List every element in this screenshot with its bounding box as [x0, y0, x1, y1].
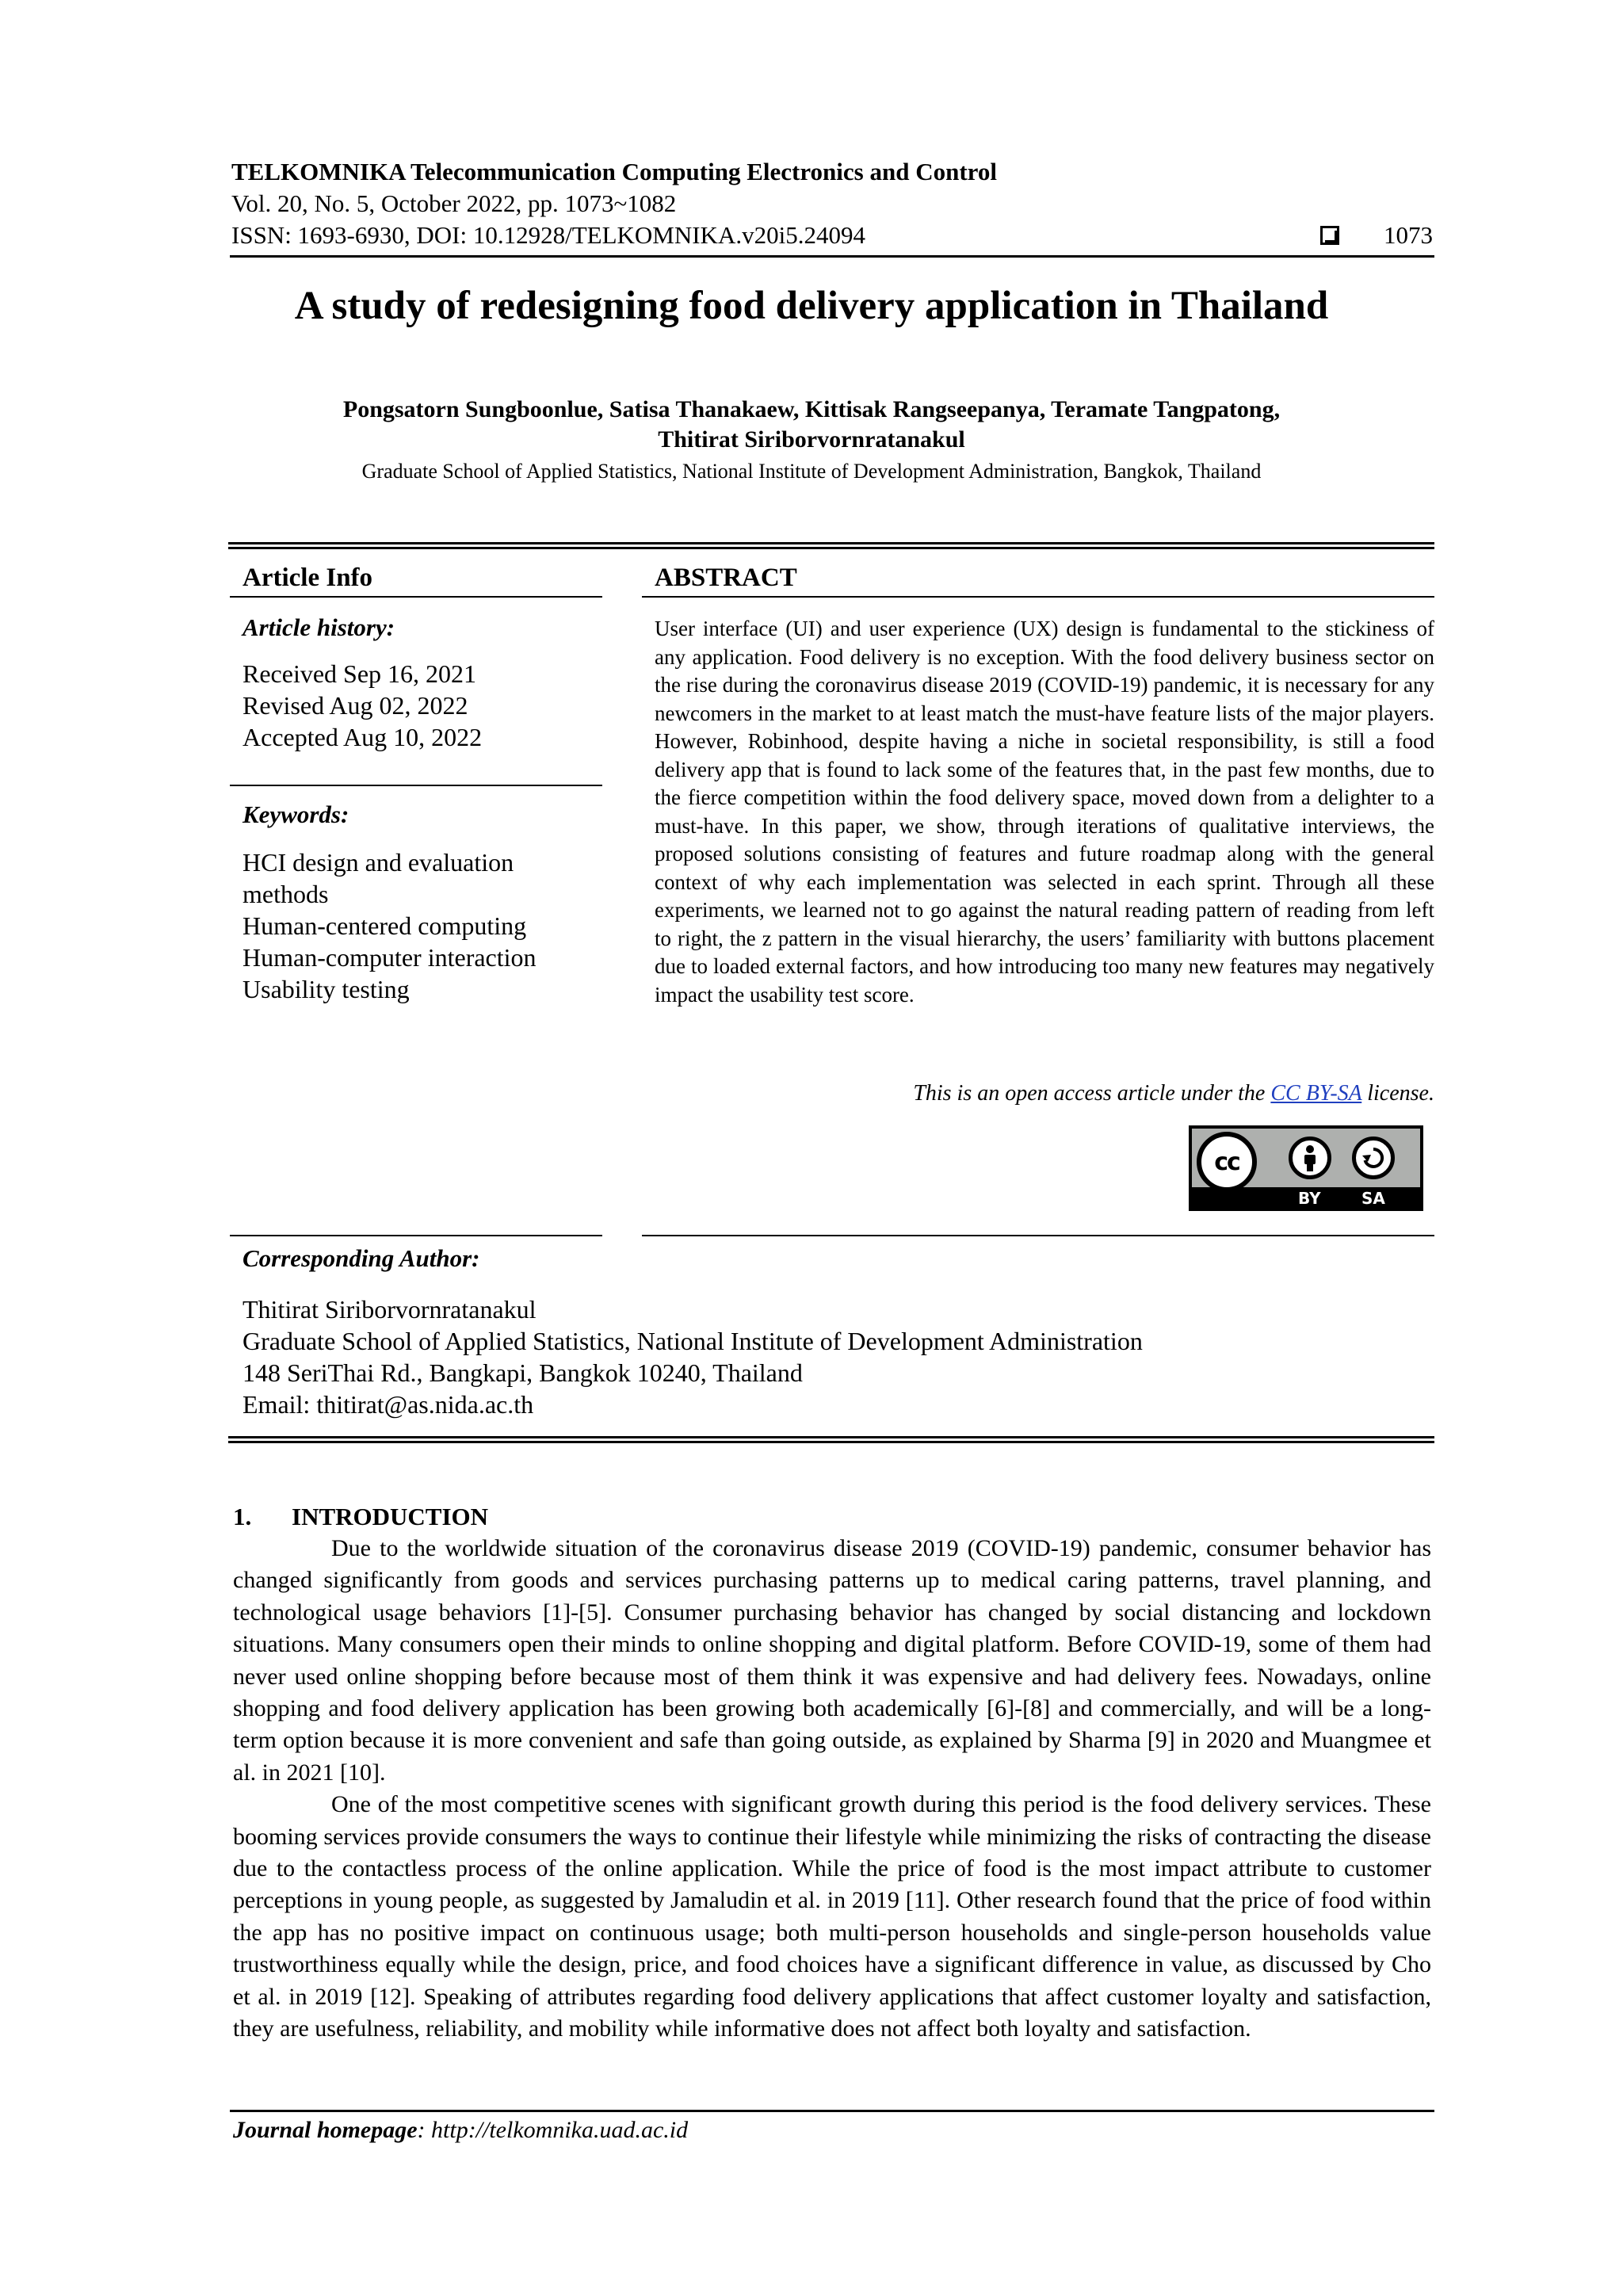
footer-label: Journal homepage — [233, 2117, 418, 2143]
left-bottom-rule — [230, 1235, 602, 1236]
article-history-heading: Article history: — [242, 613, 395, 641]
share-alike-icon — [1352, 1137, 1395, 1179]
affiliation: Graduate School of Applied Statistics, National Institute of Development Administration, Bangkok, Thailand — [361, 460, 1262, 483]
journal-header — [231, 156, 1433, 251]
authors-line-1: Pongsatorn Sungboonlue, Satisa Thanakaew, Kittisak Rangseepanya, Teramate Tangpatong, — [342, 396, 1281, 422]
cc-by-sa-badge[interactable] — [1189, 1125, 1423, 1211]
corresponding-address: 148 SeriThai Rd., Bangkapi, Bangkok 10240, Thailand — [242, 1358, 803, 1387]
paper-title: A study of redesigning food delivery application in Thailand — [294, 284, 1329, 328]
introduction-heading — [233, 1501, 488, 1533]
corresponding-name: Thitirat Siriborvornratanakul — [242, 1295, 537, 1324]
footer-rule — [230, 2110, 1434, 2112]
paragraph: Due to the worldwide situation of the coronavirus disease 2019 (COVID-19) pandemic, consumer behavior has changed significantly from goods and services purchasing patterns up to medical caring patterns, travel planning, and technological usage behaviors [1]-[5]. Consumer purchasing behavior has changed by social distancing and lockdown situations. Many consumers open their minds to online shopping and digital platform. Before COVID-19, some of them had never used online shopping before because most of them think it was expensive and had delivery fees. Nowadays, online shopping and food delivery application has been growing both academically [6]-[8] and commercially, and will be a long-term option because it is more convenient and safe than going outside, as explained by Sharma [9] in 2020 and Muangmee et al. in 2021 [10]. — [233, 1535, 1431, 1786]
authors — [0, 395, 1623, 455]
journal-homepage — [233, 2115, 688, 2146]
header-rule — [230, 255, 1434, 258]
page-number: 1073 — [1384, 221, 1433, 249]
article-info-rule — [230, 596, 602, 598]
footer-url: : http://telkomnika.uad.ac.id — [417, 2117, 689, 2143]
square-bullet-icon — [1320, 226, 1339, 245]
keyword-item: Human-computer interaction — [242, 943, 537, 972]
issn-doi-line: ISSN: 1693-6930, DOI: 10.12928/TELKOMNIKA.v20i5.24094 — [231, 221, 865, 249]
paragraph: One of the most competitive scenes with significant growth during this period is the food delivery services. These booming services provide consumers the ways to continue their lifestyle while minimizing the risks of contracting the disease due to the contactless process of the online application. While the price of food is the most impact attribute to customer perceptions in young people, as suggested by Jamaludin et al. in 2019 [11]. Other research found that the price of food within the app has no positive impact on continuous usage; both multi-person households and single-person households value trustworthiness equally while the design, price, and food choices have a significant difference in value, as discussed by Cho et al. in 2019 [12]. Speaking of attributes regarding food delivery applications that affect customer loyalty and satisfaction, they are usefulness, reliability, and mobility while informative does not affect both loyalty and satisfaction. — [233, 1791, 1431, 2042]
license-note: This is an open access article under the CC BY-SA license. — [913, 1081, 1434, 1106]
journal-name: TELKOMNIKA Telecommunication Computing Electronics and Control — [231, 158, 997, 185]
history-rule — [230, 785, 602, 786]
attribution-person-icon — [1289, 1137, 1331, 1179]
keyword-item: HCI design and evaluation — [242, 848, 514, 877]
keyword-item: Usability testing — [242, 975, 410, 1003]
keyword-item: methods — [242, 880, 329, 908]
section-number: 1. — [233, 1503, 252, 1530]
info-box-bottom-rule — [228, 1436, 1434, 1438]
history-accepted: Accepted Aug 10, 2022 — [242, 723, 483, 751]
history-received: Received Sep 16, 2021 — [242, 659, 477, 688]
volume-line: Vol. 20, No. 5, October 2022, pp. 1073~1082 — [231, 189, 677, 217]
corresponding-author-heading: Corresponding Author: — [242, 1244, 480, 1272]
introduction-body — [233, 1533, 1431, 2046]
corresponding-author-block — [242, 1293, 1143, 1420]
info-box-top-rule — [228, 542, 1434, 544]
keyword-item: Human-centered computing — [242, 911, 527, 940]
keywords-heading: Keywords: — [242, 800, 349, 828]
abstract-heading: ABSTRACT — [655, 563, 797, 592]
abstract-rule — [642, 596, 1434, 598]
section-title: INTRODUCTION — [292, 1503, 489, 1530]
article-history-list — [242, 658, 482, 753]
sa-label: SA — [1361, 1189, 1385, 1208]
history-revised: Revised Aug 02, 2022 — [242, 691, 468, 720]
cc-by-sa-link[interactable]: CC BY-SA — [1270, 1081, 1362, 1106]
corresponding-affiliation: Graduate School of Applied Statistics, National Institute of Development Administration — [242, 1327, 1143, 1355]
corresponding-email: Email: thitirat@as.nida.ac.th — [242, 1390, 534, 1419]
abstract-text: User interface (UI) and user experience (UX) design is fundamental to the stickiness of any application. Food delivery is no exception. With the food delivery business sector on the rise during the coronavirus disease 2019 (COVID-19) pandemic, it is necessary for any newcomers in the market to at least match the must-have feature lists of the major players. However, Robinhood, despite having a niche in societal responsibility, is still a food delivery app that is found to lack some of the features that, in the past few months, due to the fierce competition within the food delivery space, moved down from a delighter to a must-have. In this paper, we show, through iterations of qualitative interviews, the proposed solutions consisting of features and future roadmap along with the general context of why each implementation was selected in each sprint. Through all these experiments, we learned not to go against the natural reading pattern of reading from left to right, the z pattern in the visual hierarchy, the users’ familiarity with buttons placement due to loaded external factors, and how introducing too many new features may negatively impact the usability test score. — [655, 617, 1434, 1007]
by-label: BY — [1298, 1189, 1321, 1208]
creative-commons-icon: cc — [1197, 1132, 1257, 1192]
keywords-list — [242, 846, 537, 1005]
article-info-heading: Article Info — [242, 563, 373, 592]
authors-line-2: Thitirat Siriborvornratanakul — [658, 426, 965, 453]
right-bottom-rule — [642, 1235, 1434, 1236]
